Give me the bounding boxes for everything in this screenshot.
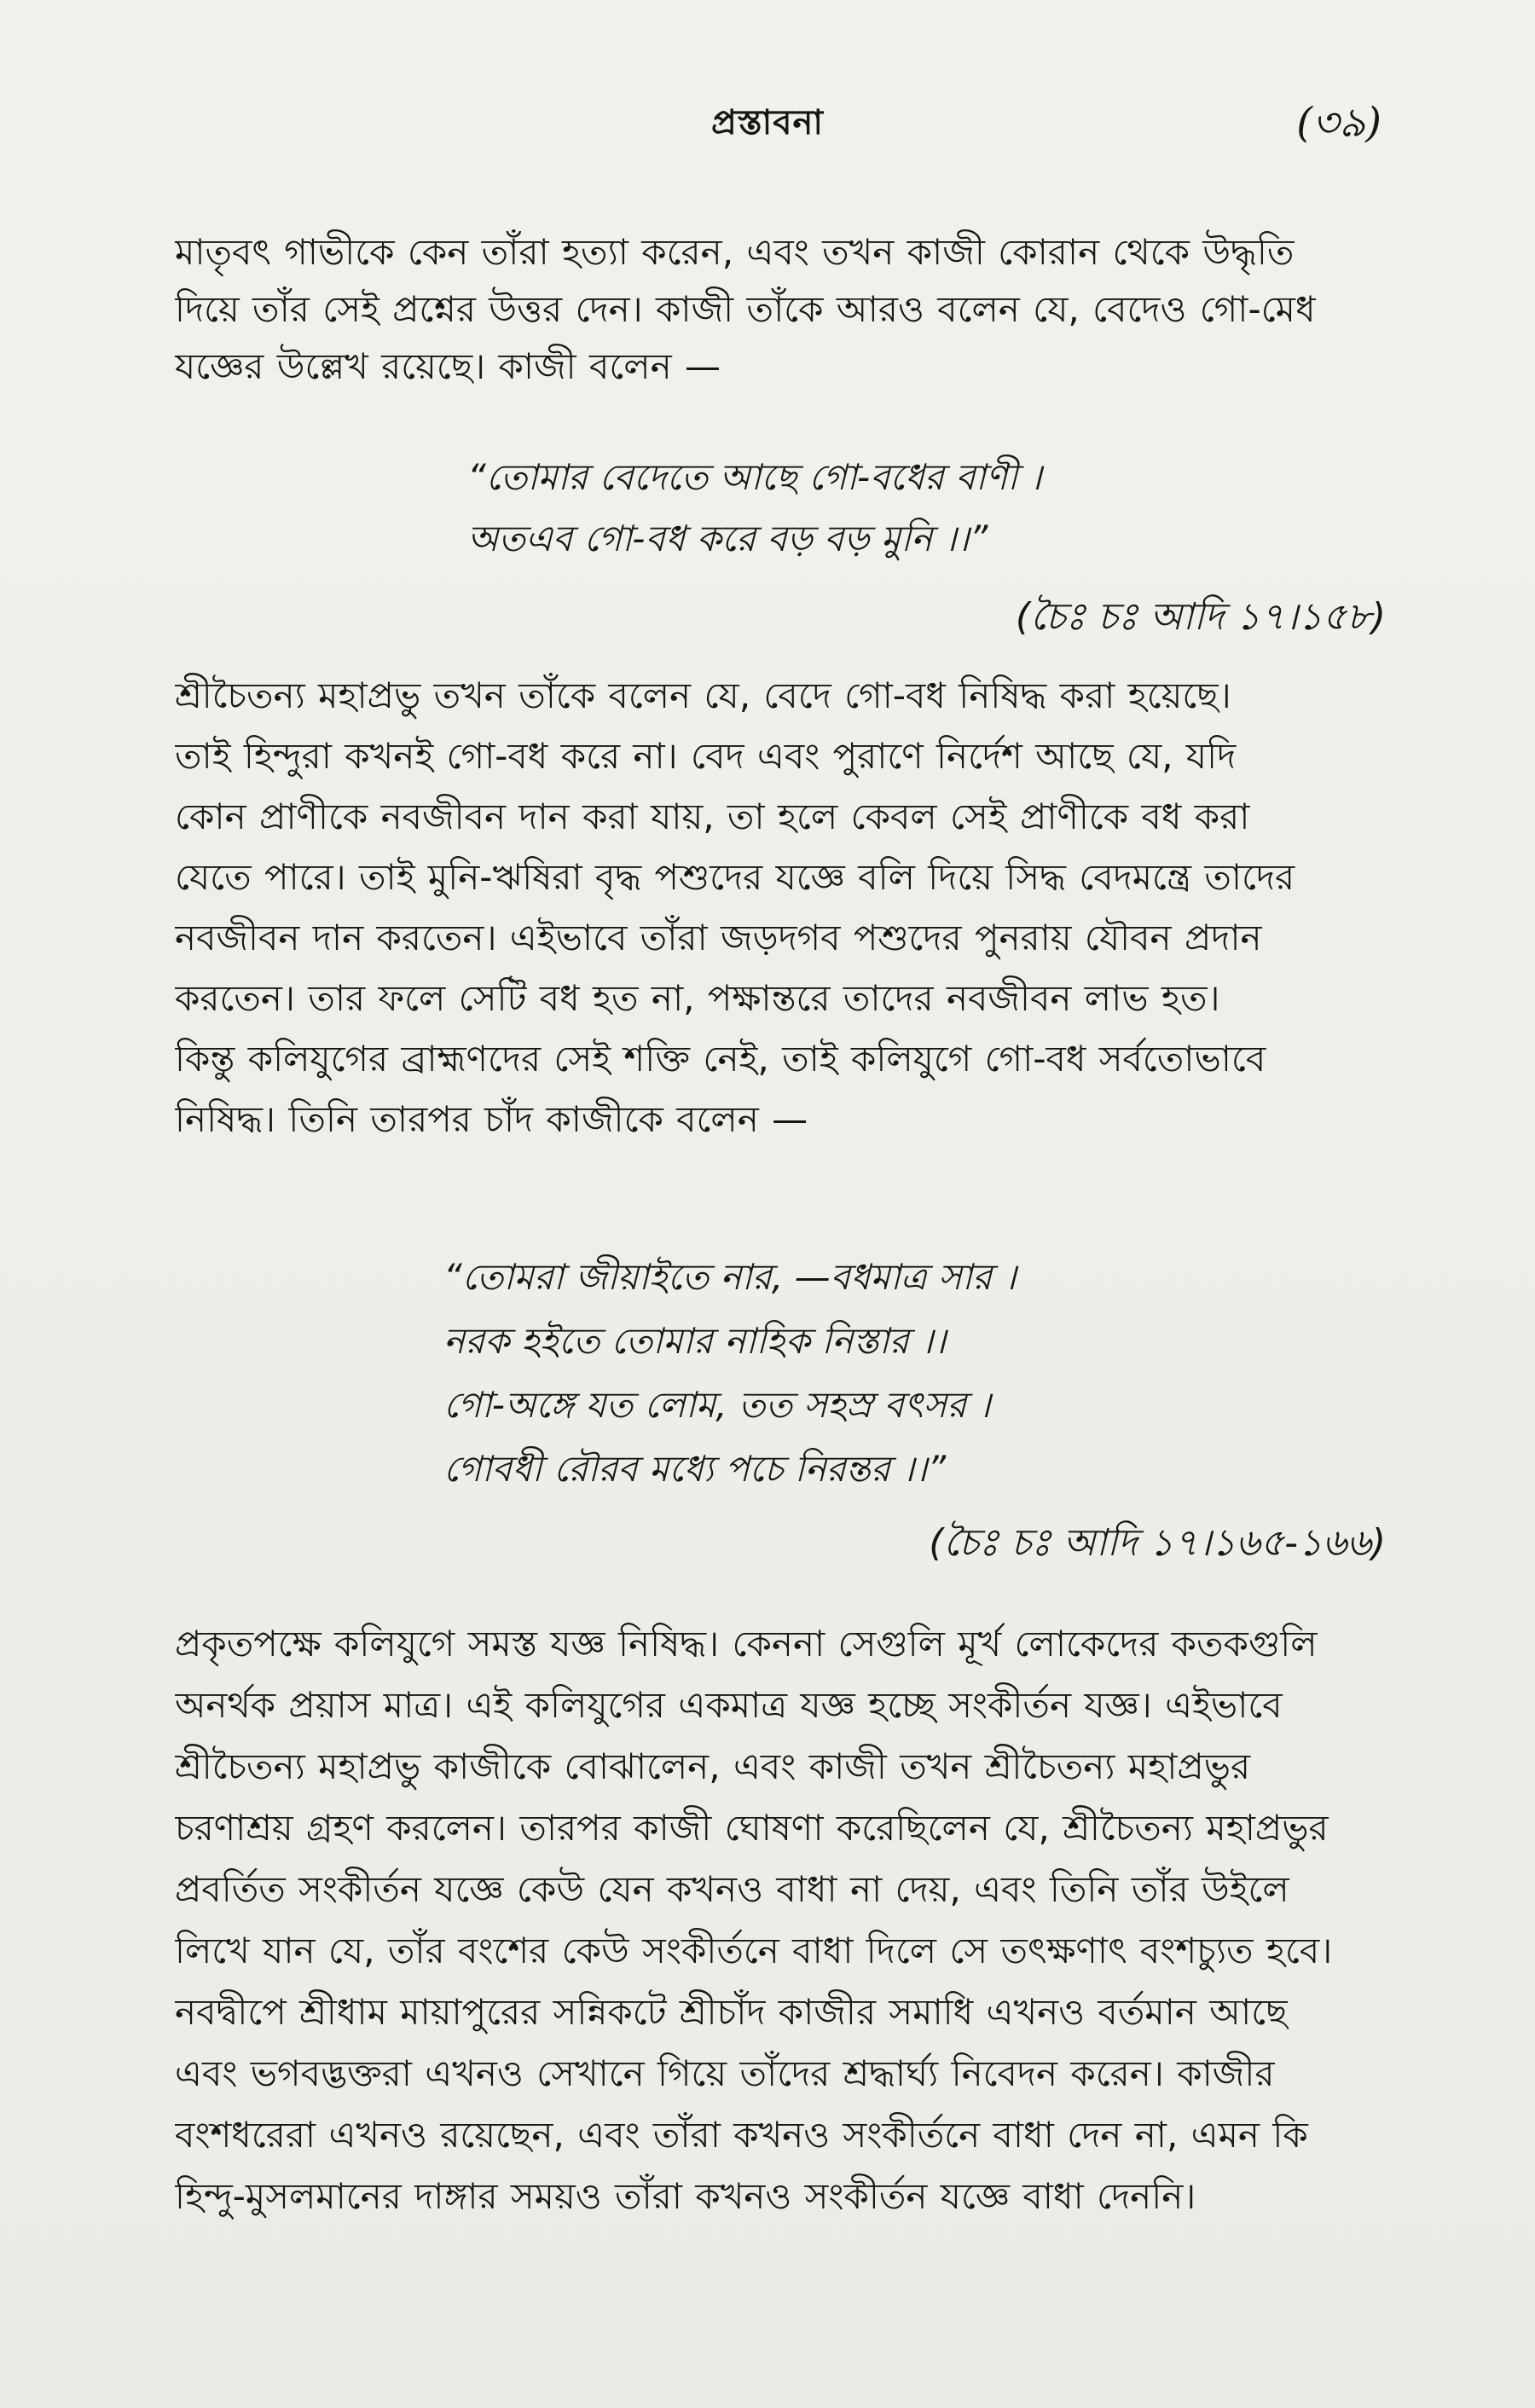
text-line: দিয়ে তাঁর সেই প্রশ্নের উত্তর দেন। কাজী তাঁকে আরও বলেন যে, বেদেও গো-মেধ xyxy=(175,288,1316,330)
text-line: কোন প্রাণীকে নবজীবন দান করা যায়, তা হলে কেবল সেই প্রাণীকে বধ করা xyxy=(175,796,1250,837)
text-line: প্রবর্তিত সংকীর্তন যজ্ঞে কেউ যেন কখনও বাধা না দেয়, এবং তিনি তাঁর উইলে xyxy=(175,1868,1289,1910)
verse-line: “তোমরা জীয়াইতে নার, —বধমাত্র সার । xyxy=(443,1256,1017,1298)
text-line: কিন্তু কলিযুগের ব্রাহ্মণদের সেই শক্তি নেই, তাই কলিযুগে গো-বধ সর্বতোভাবে xyxy=(175,1038,1266,1080)
verse-line: “তোমার বেদেতে আছে গো-বধের বাণী । xyxy=(467,456,1042,498)
text-line: এবং ভগবদ্ভক্তরা এখনও সেখানে গিয়ে তাঁদের শ্রদ্ধার্ঘ্য নিবেদন করেন। কাজীর xyxy=(175,2052,1275,2094)
text-line: নবজীবন দান করতেন। এইভাবে তাঁরা জড়দগব পশুদের পুনরায় যৌবন প্রদান xyxy=(175,917,1262,958)
running-header-title: প্রস্তাবনা xyxy=(711,103,824,142)
text-line: শ্রীচৈতন্য মহাপ্রভু কাজীকে বোঝালেন, এবং কাজী তখন শ্রীচৈতন্য মহাপ্রভুর xyxy=(175,1745,1251,1787)
paragraph-3 xyxy=(175,1613,1386,2227)
text-line: চরণাশ্রয় গ্রহণ করলেন। তারপর কাজী ঘোষণা করেছিলেন যে, শ্রীচৈতন্য মহাপ্রভুর xyxy=(175,1807,1329,1849)
text-line: বংশধরেরা এখনও রয়েছেন, এবং তাঁরা কখনও সংকীর্তনে বাধা দেন না, এমন কি xyxy=(175,2114,1308,2156)
verse-2-citation: (চৈঃ চঃ আদি ১৭।১৬৫-১৬৬) xyxy=(929,1521,1386,1565)
page-number: (৩৯) xyxy=(1296,99,1382,147)
verse-line: নরক হইতে তোমার নাহিক নিস্তার ।। xyxy=(443,1320,947,1362)
text-line: নবদ্বীপে শ্রীধাম মায়াপুরের সন্নিকটে শ্রীচাঁদ কাজীর সমাধি এখনও বর্তমান আছে xyxy=(175,1991,1288,2033)
text-line: মাতৃবৎ গাভীকে কেন তাঁরা হত্যা করেন, এবং তখন কাজী কোরান থেকে উদ্ধৃতি xyxy=(175,231,1295,273)
text-line: লিখে যান যে, তাঁর বংশের কেউ সংকীর্তনে বাধা দিলে সে তৎক্ষণাৎ বংশচ্যুত হবে। xyxy=(175,1930,1333,1971)
text-line: যজ্ঞের উল্লেখ রয়েছে। কাজী বলেন — xyxy=(175,345,721,387)
text-line: তাই হিন্দুরা কখনই গো-বধ করে না। বেদ এবং পুরাণে নির্দেশ আছে যে, যদি xyxy=(175,735,1237,777)
text-line: হিন্দু-মুসলমানের দাঙ্গার সময়ও তাঁরা কখনও সংকীর্তন যজ্ঞে বাধা দেননি। xyxy=(175,2175,1196,2217)
text-line: প্রকৃতপক্ষে কলিযুগে সমস্ত যজ্ঞ নিষিদ্ধ। কেননা সেগুলি মূর্খ লোকেদের কতকগুলি xyxy=(175,1623,1318,1664)
text-line: অনর্থক প্রয়াস মাত্র। এই কলিযুগের একমাত্র যজ্ঞ হচ্ছে সংকীর্তন যজ্ঞ। এইভাবে xyxy=(175,1684,1283,1726)
verse-1 xyxy=(467,447,1042,570)
text-line: শ্রীচৈতন্য মহাপ্রভু তখন তাঁকে বলেন যে, বেদে গো-বধ নিষিদ্ধ করা হয়েছে। xyxy=(175,674,1231,716)
verse-line: গো-অঙ্গে যত লোম, তত সহস্র বৎসর । xyxy=(443,1384,991,1426)
paragraph-2 xyxy=(175,665,1386,1149)
paragraph-1 xyxy=(175,223,1386,395)
verse-line: গোবধী রৌরব মধ্যে পচে নিরন্তর ।।” xyxy=(443,1448,947,1490)
text-line: যেতে পারে। তাই মুনি-ঋষিরা বৃদ্ধ পশুদের যজ্ঞে বলি দিয়ে সিদ্ধ বেদমন্ত্রে তাদের xyxy=(175,856,1295,898)
verse-line: অতএব গো-বধ করে বড় বড় মুনি ।।” xyxy=(467,518,988,559)
text-line: নিষিদ্ধ। তিনি তারপর চাঁদ কাজীকে বলেন — xyxy=(175,1098,808,1140)
verse-2 xyxy=(443,1245,1017,1501)
paragraph-text xyxy=(175,223,1386,395)
paragraph-text xyxy=(175,665,1386,1149)
paragraph-text xyxy=(175,1613,1386,2227)
text-line: করতেন। তার ফলে সেটি বধ হত না, পক্ষান্তরে তাদের নবজীবন লাভ হত। xyxy=(175,977,1220,1019)
verse-1-citation: (চৈঃ চঃ আদি ১৭।১৫৮) xyxy=(1015,595,1386,639)
